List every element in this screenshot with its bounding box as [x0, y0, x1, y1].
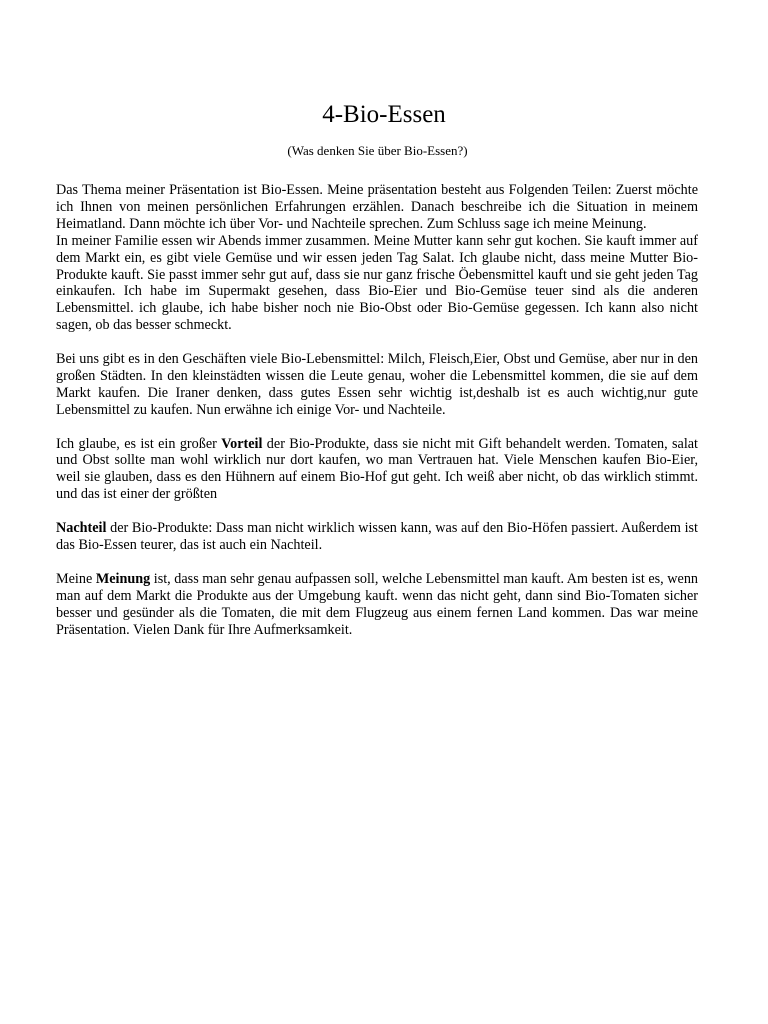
keyword-nachteil: Nachteil — [56, 520, 107, 537]
keyword-vorteil: Vorteil — [221, 435, 263, 452]
document-title: 4-Bio-Essen — [322, 101, 446, 128]
paragraph-family: In meiner Familie essen wir Abends immer zusammen. Meine Mutter kann sehr gut kochen. Sie kauft immer auf dem Markt ein, es gibt viele Gemüse und wir essen jeden Tag Salat. Ich glaube nicht, dass meine Mutter Bio-Produkte kauft. Sie passt immer sehr gut auf, dass sie nur ganz frische Öebensmittel kauft und sie geht jeden Tag einkaufen. Ich habe im Supermakt gesehen, dass Bio-Eier und Bio-Gemüse teuer sind als die anderen Lebensmittel. ich glaube, ich habe bisher noch nie Bio-Obst oder Bio-Gemüse gegessen. Ich kann also nicht sagen, ob das besser schmeckt. — [56, 232, 698, 334]
keyword-meinung: Meinung — [95, 570, 151, 587]
paragraph-advantage-text-start: Ich glaube, es ist ein großer — [56, 435, 222, 452]
paragraph-opinion — [56, 571, 698, 639]
document-subtitle: (Was denken Sie über Bio-Essen?) — [287, 143, 468, 158]
paragraph-advantage-text-end: der Bio-Produkte, dass sie nicht mit Gift behandelt werden. Tomaten, salat und Obst sollte man wohl wirklich nur dort kaufen, wo man Vertrauen hat. Viele Menschen kaufen Bio-Eier, weil sie glauben, dass es den Hühnern auf einem Bio-Hof gut geht. Ich weiß aber nicht, ob das wirklich stimmt. und das ist einer der größten — [56, 435, 698, 503]
paragraph-opinion-text-end: ist, dass man sehr genau aufpassen soll, welche Lebensmittel man kauft. Am besten ist es, wenn man auf dem Markt die Produkte aus der Umgebung kauft. wenn das nicht geht, dann sind Bio-Tomaten sicher besser und gesünder als die Tomaten, die mit dem Flugzeug aus einem fernen Land kommen. Das war meine Präsentation. Vielen Dank für Ihre Aufmerksamkeit. — [56, 570, 699, 638]
paragraph-disadvantage-text: der Bio-Produkte: Dass man nicht wirklich wissen kann, was auf den Bio-Höfen passiert. Außerdem ist das Bio-Essen teurer, das ist auch ein Nachteil. — [56, 520, 698, 553]
paragraph-disadvantage — [56, 520, 698, 554]
paragraph-intro: Das Thema meiner Präsentation ist Bio-Essen. Meine präsentation besteht aus Folgenden Teilen: Zuerst möchte ich Ihnen von meinen persönlichen Erfahrungen erzählen. Danach beschreibe ich die Situation in meinem Heimatland. Dann möchte ich über Vor- und Nachteile sprechen. Zum Schluss sage ich meine Meinung. — [56, 182, 698, 232]
document-body — [56, 182, 698, 638]
paragraph-homeland: Bei uns gibt es in den Geschäften viele Bio-Lebensmittel: Milch, Fleisch,Eier, Obst und Gemüse, aber nur in den großen Städten. In den kleinstädten wissen die Leute genau, woher die Lebensmittel kommen, die sie auf dem Markt kaufen. Die Iraner denken, dass gutes Essen sehr wichtig ist,deshalb ist es auch wichtig,nur gute Lebensmittel zu kaufen. Nun erwähne ich einige Vor- und Nachteile. — [56, 351, 698, 418]
paragraph-advantage — [56, 436, 698, 504]
paragraph-opinion-text-start: Meine — [56, 570, 96, 587]
